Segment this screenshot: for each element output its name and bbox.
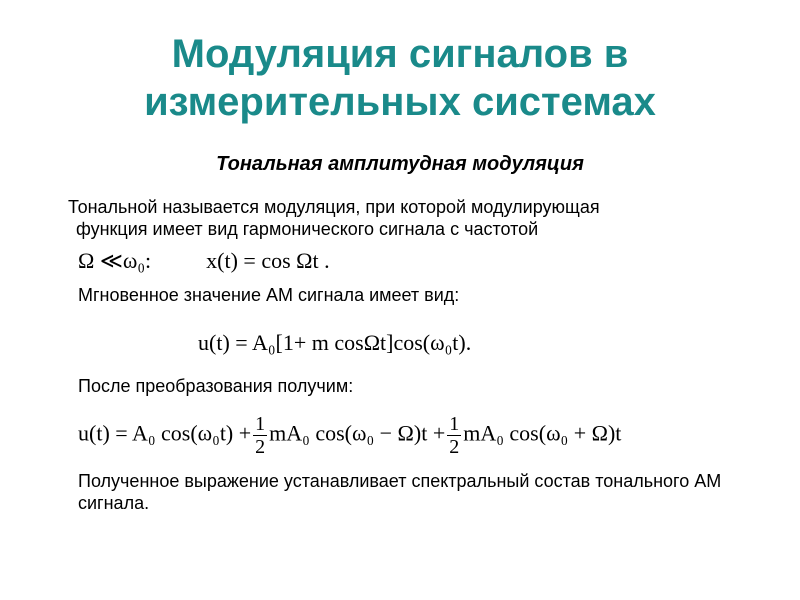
slide-title-line-2: измерительных системах [144,80,656,124]
conclusion-text: Полученное выражение устанавливает спектральный состав тонального АМ сигнала. [78,471,722,513]
expanded-formula-part-1: u(t) = A₀ cos(ω₀t) + [78,420,252,446]
expanded-formula-part-2: mA₀ cos(ω₀ − Ω)t + [269,420,446,446]
intro-line-2: функция имеет вид гармонического сигнала с частотой [76,219,539,239]
fraction-numerator: 1 [255,413,266,435]
expanded-formula [78,413,621,469]
fraction-denominator: 2 [255,436,266,458]
intro-line-1: Тональной называется модуляция, при которой модулирующая [68,197,600,217]
am-signal-formula: u(t) = A₀[1+ m cosΩt]cos(ω₀t). [198,330,472,355]
modulating-function-formula: x(t) = cos Ωt . [206,248,330,273]
fraction-denominator: 2 [449,436,460,458]
expanded-formula-part-3: mA₀ cos(ω₀ + Ω)t [463,420,622,446]
slide-title-line-1: Модуляция сигналов в [171,32,629,76]
after-transform-text: После преобразования получим: [78,376,354,396]
instant-value-text: Мгновенное значение АМ сигнала имеет вид: [78,285,460,305]
slide-title [0,30,800,126]
condition-formula-row [78,248,330,274]
one-half-fraction-2 [447,413,461,458]
fraction-numerator: 1 [449,413,460,435]
intro-paragraph [68,196,748,240]
slide-subtitle: Тональная амплитудная модуляция [216,153,584,175]
one-half-fraction-1 [253,413,267,458]
frequency-condition-formula: Ω ≪ω₀: [78,248,152,273]
